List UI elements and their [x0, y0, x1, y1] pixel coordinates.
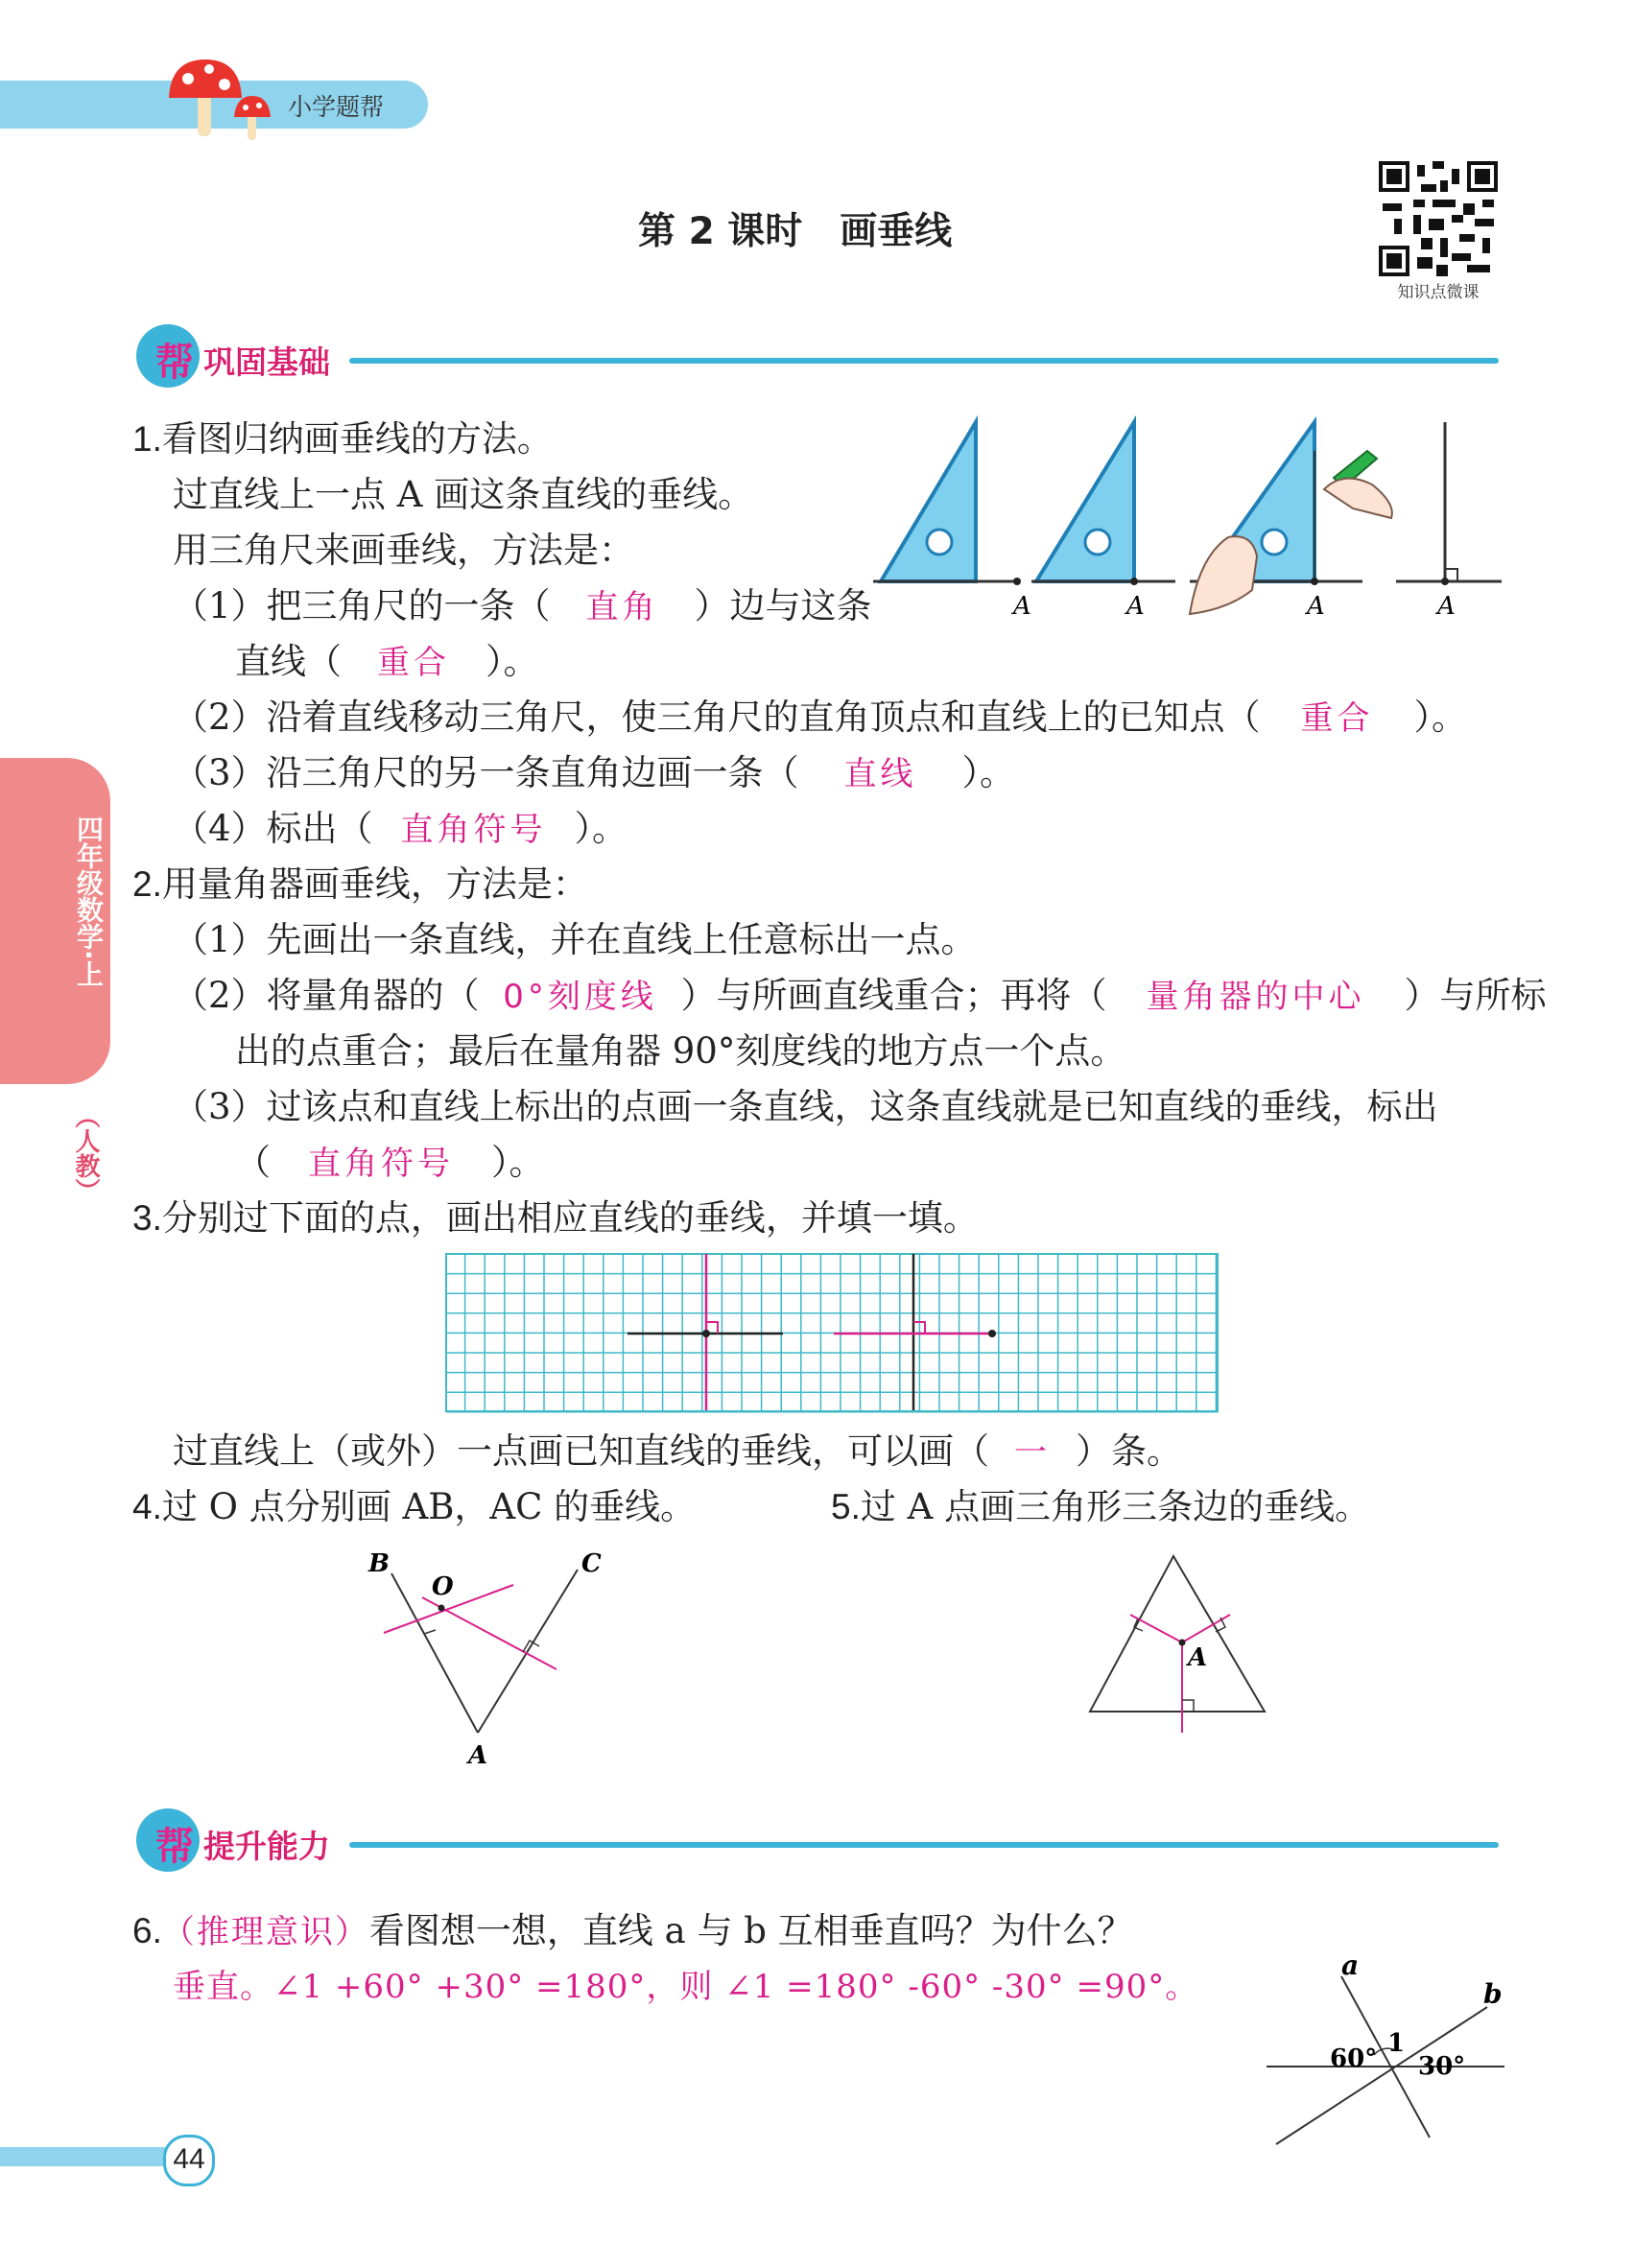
- q4-figure: [355, 1545, 633, 1775]
- label-B: B: [368, 1549, 390, 1578]
- label-angle30: 30°: [1418, 2052, 1466, 2081]
- section-advanced-header: [136, 1808, 1499, 1876]
- q5-stem: 5.过 A 点画三角形三条边的垂线。: [831, 1486, 1371, 1527]
- q1-line2: 用三角尺来画垂线，方法是：: [173, 530, 634, 571]
- q3-stem: 3.分别过下面的点，画出相应直线的垂线，并填一填。: [132, 1197, 979, 1239]
- setsquare-step3: [1190, 422, 1392, 621]
- q5-figure: [1075, 1545, 1286, 1736]
- label-b: b: [1483, 1978, 1503, 2010]
- section-basic-header: [136, 324, 1499, 391]
- q1-step1: （1）把三角尺的一条（ 直角 ）边与这条: [173, 582, 872, 631]
- setsquare-step2: [1031, 422, 1175, 621]
- label-C: C: [581, 1549, 602, 1578]
- answer-blank: 量角器的中心: [1146, 978, 1365, 1016]
- brand-name: 小学题帮: [288, 93, 385, 121]
- side-tab-edition: （人教）: [71, 1103, 100, 1203]
- point-label: A: [1437, 592, 1456, 621]
- qr-caption: 知识点微课: [1397, 283, 1480, 302]
- section-badge-text: 帮: [155, 341, 194, 385]
- section-advanced-title: 提升能力: [203, 1828, 330, 1865]
- q2-step2-cont: 出的点重合；最后在量角器 90°刻度线的地方点一个点。: [235, 1030, 1126, 1072]
- q2-stem: 2.用量角器画垂线，方法是：: [132, 863, 588, 905]
- q4-stem: 4.过 O 点分别画 AB，AC 的垂线。: [132, 1486, 697, 1527]
- point-label: A: [1013, 592, 1031, 621]
- q1-step2: （2）沿着直线移动三角尺，使三角尺的直角顶点和直线上的已知点（ 重合 ）。: [173, 694, 1467, 743]
- q1-step1-cont: 直线（ 重合 ）。: [235, 638, 539, 687]
- mushroom-logo: [161, 54, 281, 145]
- q1-stem: 1.看图归纳画垂线的方法。: [132, 418, 553, 460]
- q6-figure: [1257, 1948, 1516, 2168]
- section-badge-text: 帮: [155, 1825, 194, 1869]
- side-tab-grade: 四年级数学·上: [73, 815, 105, 987]
- q3-fill: 过直线上（或外）一点画已知直线的垂线，可以画（ 一 ）条。: [173, 1428, 1182, 1477]
- label-A: A: [1188, 1643, 1208, 1672]
- label-A: A: [468, 1741, 488, 1770]
- section-basic-title: 巩固基础: [203, 343, 330, 381]
- answer-blank: 一: [1014, 1433, 1051, 1472]
- qr-code: [1379, 161, 1498, 276]
- q2-step1: （1）先画出一条直线，并在直线上任意标出一点。: [173, 919, 977, 960]
- q6-stem: 6.（推理意识）看图想一想，直线 a 与 b 互相垂直吗？为什么？: [132, 1910, 1133, 1951]
- q2-step3: （3）过该点和直线上标出的点画一条直线，这条直线就是已知直线的垂线，标出: [173, 1086, 1438, 1127]
- answer-blank: 重合: [377, 644, 450, 682]
- q3-grid: [445, 1253, 1222, 1416]
- q1-step4: （4）标出（ 直角符号 ）。: [173, 805, 628, 854]
- q2-step2: （2）将量角器的（ 0°刻度线 ）与所画直线重合；再将（ 量角器的中心 ）与所标: [173, 972, 1547, 1021]
- label-O: O: [432, 1572, 454, 1601]
- q1-setsquare-illustration: [873, 413, 1506, 633]
- point-label: A: [1307, 592, 1325, 621]
- point-label: A: [1126, 592, 1145, 621]
- answer-blank: 直角符号: [308, 1145, 454, 1183]
- label-a: a: [1341, 1949, 1360, 1981]
- answer-blank: 直线: [843, 755, 917, 793]
- label-angle1: 1: [1387, 2029, 1406, 2058]
- page-title: 第 2 课时 画垂线: [638, 210, 953, 253]
- answer-blank: 重合: [1300, 699, 1374, 738]
- section-divider: [349, 1842, 1499, 1848]
- q2-step3-cont: （ 直角符号 ）。: [235, 1139, 545, 1188]
- q1-step3: （3）沿三角尺的另一条直角边画一条（ 直线 ）。: [173, 749, 1015, 798]
- answer-blank: 0°刻度线: [503, 978, 657, 1016]
- label-angle60: 60°: [1330, 2044, 1378, 2073]
- q1-line1: 过直线上一点 A 画这条直线的垂线。: [173, 474, 754, 515]
- section-divider: [349, 358, 1499, 364]
- page-number: 44: [173, 2143, 205, 2175]
- setsquare-step4: [1396, 422, 1502, 621]
- setsquare-step1: [873, 422, 1031, 621]
- answer-blank: 直角: [585, 588, 659, 626]
- q6-answer: 垂直。∠1 +60° +30° =180°，则 ∠1 =180° -60° -30° =90°。: [173, 1968, 1199, 2006]
- answer-blank: 直角符号: [400, 811, 547, 849]
